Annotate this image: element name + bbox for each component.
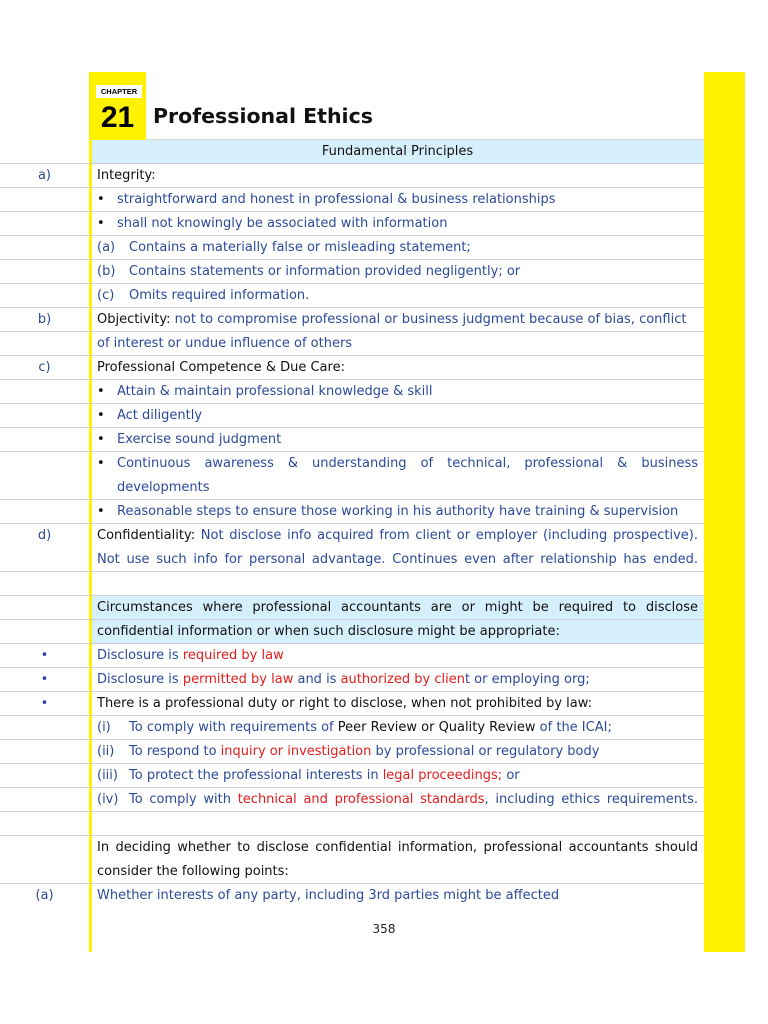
list-item: There is a professional duty or right to disclose, when not prohibited by law: bbox=[97, 696, 593, 711]
circumstances-line: confidential information or when such disclosure might be appropriate: bbox=[92, 620, 704, 643]
sub-text: Contains a materially false or misleading statement; bbox=[129, 240, 471, 255]
bullet-icon: • bbox=[97, 432, 105, 447]
table-header-row bbox=[0, 140, 768, 164]
row-bullet: • bbox=[40, 648, 49, 663]
row-label: a) bbox=[37, 168, 52, 183]
bullet-icon: • bbox=[97, 408, 105, 423]
table-row bbox=[0, 356, 768, 380]
table-row bbox=[0, 524, 768, 548]
sub-marker: (a) bbox=[97, 240, 116, 255]
list-item bbox=[92, 260, 704, 283]
table-row bbox=[0, 788, 768, 812]
page-number: 358 bbox=[372, 922, 396, 936]
confidentiality-line bbox=[92, 524, 704, 547]
list-item bbox=[92, 500, 704, 523]
table-row bbox=[0, 644, 768, 668]
table-row bbox=[0, 548, 768, 572]
table-row bbox=[0, 572, 768, 596]
table-row bbox=[0, 236, 768, 260]
table-row bbox=[0, 740, 768, 764]
table-row bbox=[0, 836, 768, 860]
bullet-text: shall not knowingly be associated with information bbox=[117, 216, 448, 231]
objectivity-heading: Objectivity: bbox=[97, 312, 171, 327]
empty-cell bbox=[92, 572, 704, 595]
bullet-text: Continuous awareness & understanding of technical, professional & business bbox=[117, 456, 698, 471]
row-label: b) bbox=[37, 312, 52, 327]
table-row bbox=[0, 380, 768, 404]
bullet-text: Exercise sound judgment bbox=[117, 432, 282, 447]
list-item bbox=[92, 380, 704, 403]
table-row bbox=[0, 212, 768, 236]
bullet-icon: • bbox=[97, 456, 105, 471]
bullet-text: developments bbox=[117, 480, 210, 495]
bullet-text: straightforward and honest in professional & business relationships bbox=[117, 192, 556, 207]
bullet-icon: • bbox=[97, 384, 105, 399]
table-row bbox=[0, 428, 768, 452]
table-row bbox=[0, 452, 768, 476]
bullet-icon: • bbox=[97, 504, 105, 519]
list-item: (ii) To respond to inquiry or investigation by professional or regulatory body bbox=[97, 744, 600, 759]
list-item bbox=[92, 404, 704, 427]
table-row bbox=[0, 764, 768, 788]
sub-marker: (b) bbox=[97, 264, 116, 279]
list-item: (iii) To protect the professional interests in legal proceedings; or bbox=[97, 768, 520, 783]
list-item: Disclosure is required by law bbox=[97, 648, 284, 663]
page-title: Professional Ethics bbox=[153, 104, 373, 128]
table-row bbox=[0, 164, 768, 188]
list-item bbox=[92, 284, 704, 307]
row-bullet: • bbox=[40, 672, 49, 687]
table-row bbox=[0, 476, 768, 500]
list-item: (iv) To comply with technical and professional standards, including ethics requirements. bbox=[97, 792, 698, 807]
sub-text: Omits required information. bbox=[129, 288, 310, 303]
chapter-label: CHAPTER bbox=[96, 85, 142, 98]
table-row bbox=[0, 260, 768, 284]
row-bullet: • bbox=[40, 696, 49, 711]
deciding-line: consider the following points: bbox=[97, 864, 289, 879]
bullet-icon: • bbox=[97, 216, 105, 231]
sub-marker: (c) bbox=[97, 288, 115, 303]
bullet-icon: • bbox=[97, 192, 105, 207]
table-row bbox=[0, 332, 768, 356]
table-row bbox=[0, 860, 768, 884]
list-item: (i) To comply with requirements of Peer Review or Quality Review of the ICAI; bbox=[97, 720, 612, 735]
table-row bbox=[0, 596, 768, 620]
table-row bbox=[0, 620, 768, 644]
sub-text: Contains statements or information provided negligently; or bbox=[129, 264, 521, 279]
table-row bbox=[0, 500, 768, 524]
objectivity-continuation: of interest or undue influence of others bbox=[97, 336, 353, 351]
deciding-line: In deciding whether to disclose confidential information, professional accountants should bbox=[97, 840, 698, 855]
list-item-continuation bbox=[92, 476, 704, 499]
bullet-text: Reasonable steps to ensure those working in his authority have training & supervision bbox=[117, 504, 679, 519]
competence-heading: Professional Competence & Due Care: bbox=[97, 360, 345, 375]
list-item bbox=[92, 428, 704, 451]
table-row bbox=[0, 308, 768, 332]
table-row bbox=[0, 812, 768, 836]
list-item bbox=[92, 212, 704, 235]
confidentiality-heading: Confidentiality: bbox=[97, 528, 196, 543]
integrity-heading: Integrity: bbox=[97, 168, 156, 183]
table-row bbox=[0, 716, 768, 740]
list-item bbox=[92, 236, 704, 259]
list-item: Disclosure is permitted by law and is authorized by client or employing org; bbox=[97, 672, 590, 687]
table-row bbox=[0, 404, 768, 428]
principles-table bbox=[0, 140, 768, 908]
confidentiality-continuation: Not use such info for personal advantage. Continues even after relationship has ended. bbox=[97, 552, 698, 567]
circumstances-line: Circumstances where professional accountants are or might be required to disclose bbox=[92, 596, 704, 619]
bullet-text: Attain & maintain professional knowledge & skill bbox=[117, 384, 433, 399]
row-label: d) bbox=[37, 528, 52, 543]
chapter-number: 21 bbox=[100, 101, 135, 134]
table-row bbox=[0, 188, 768, 212]
table-row bbox=[0, 668, 768, 692]
table-row bbox=[0, 692, 768, 716]
empty-cell bbox=[92, 812, 704, 835]
list-item bbox=[92, 188, 704, 211]
table-row bbox=[0, 884, 768, 908]
confidentiality-text: Not disclose info acquired from client or employer (including prospective). bbox=[200, 528, 698, 543]
table-row bbox=[0, 284, 768, 308]
bullet-text: Act diligently bbox=[117, 408, 203, 423]
objectivity-text: not to compromise professional or business judgment because of bias, conflict bbox=[174, 312, 687, 327]
row-label: c) bbox=[38, 360, 51, 375]
table-header: Fundamental Principles bbox=[92, 140, 704, 163]
row-label: (a) bbox=[35, 888, 54, 903]
list-item bbox=[92, 452, 704, 475]
list-item: Whether interests of any party, including 3rd parties might be affected bbox=[97, 888, 560, 903]
objectivity-line bbox=[92, 308, 704, 331]
